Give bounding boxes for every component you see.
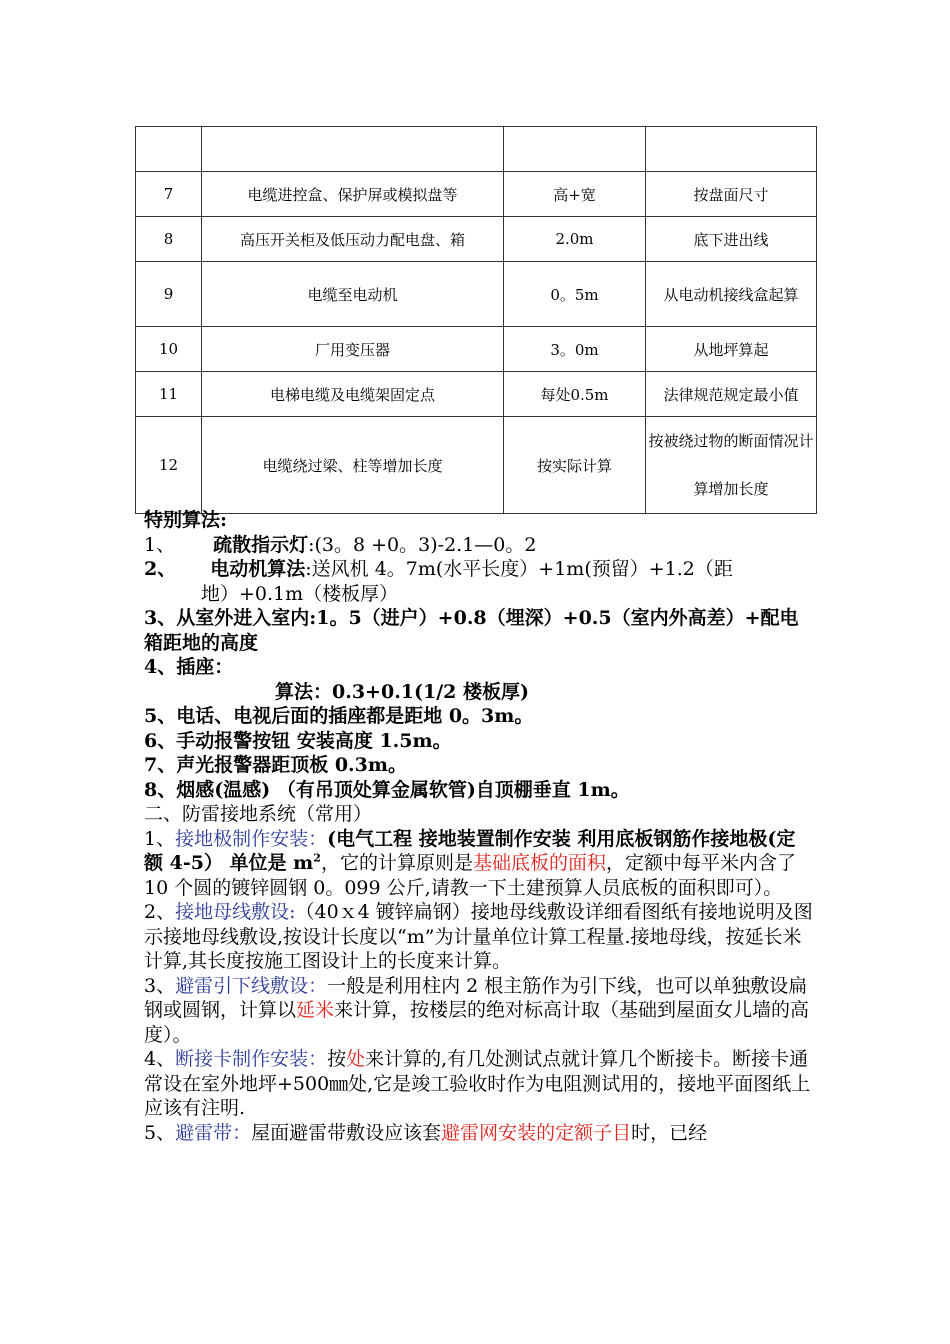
item-label: 接地母线敷设: (175, 901, 296, 923)
item-label: 断接卡制作安装： (175, 1048, 328, 1070)
item-text: 屋面避雷带敷设应该套 (251, 1121, 442, 1144)
cell-no: 10 (136, 327, 202, 372)
body-text (144, 508, 814, 1145)
item-text: （40ｘ4 镀锌扁钢）接地母线敷设详细看图纸有接地说明及图示接地母线敷设,按设计长度以“m”为计量单位计算工程量.接地母线，按延长米计算,其长度按施工图设计上的长度来计算。 (144, 901, 813, 972)
section2-para-2 (144, 900, 814, 974)
item-number: 5、 (144, 1121, 176, 1144)
cell-value: 3。0m (504, 327, 646, 372)
cell-item: 高压开关柜及低压动力配电盘、箱 (202, 217, 504, 262)
section2-para-5 (144, 1121, 814, 1146)
cell-no: 9 (136, 262, 202, 327)
item-label: 避雷带： (175, 1121, 252, 1144)
cell-note (646, 127, 817, 172)
item-label: 避雷引下线敷设： (175, 974, 328, 997)
highlight: 避雷网安装的定额子目 (441, 1121, 632, 1144)
item-text: 按 (327, 1048, 347, 1070)
table-row (136, 327, 817, 372)
cell-item: 电缆进控盒、保护屏或模拟盘等 (202, 172, 504, 217)
special-item-2-cont: 地）+0.1m（楼板厚） (201, 582, 399, 605)
special-item-3: 3、从室外进入室内:1。5（进户）+0.8（埋深）+0.5（室内外高差）+配电箱距地的高度 (144, 607, 799, 654)
cell-item: 电梯电缆及电缆架固定点 (202, 372, 504, 417)
table-row (136, 172, 817, 217)
item-text: ，定额中每平米内含了 10 个圆的镀锌圆钢 0。099 公斤,请教一下土建预算人员底板的面积即可）。 (144, 852, 796, 899)
item-label: 疏散指示灯 (213, 533, 309, 556)
highlight: 处 (346, 1048, 366, 1070)
cell-value: 2.0m (504, 217, 646, 262)
cell-note: 从电动机接线盒起算 (646, 262, 817, 327)
special-item-4-formula: 算法：0.3+0.1(1/2 楼板厚) (275, 680, 530, 703)
section2-heading: 二、防雷接地系统（常用） (144, 803, 373, 825)
cell-item: 厂用变压器 (202, 327, 504, 372)
special-item-5: 5、电话、电视后面的插座都是距地 0。3m。 (144, 705, 534, 727)
cell-value: 高+宽 (504, 172, 646, 217)
item-number: 4、 (144, 1048, 176, 1070)
cell-value: 按实际计算 (504, 417, 646, 514)
item-number: 1、 (144, 827, 176, 850)
table-row (136, 262, 817, 327)
cell-note: 底下进出线 (646, 217, 817, 262)
cell-no: 8 (136, 217, 202, 262)
item-text: :(3。8 +0。3)-2.1—0。2 (308, 533, 537, 556)
cell-note: 按盘面尺寸 (646, 172, 817, 217)
item-text: :送风机 4。7m(水平长度）+1m(预留）+1.2（距 (305, 558, 733, 580)
item-label: 接地极制作安装： (175, 827, 328, 850)
cell-item: 电缆绕过梁、柱等增加长度 (202, 417, 504, 514)
item-label: 电动机算法 (210, 558, 306, 580)
item-text: 来计算，按楼层的绝对标高计取（基础到屋面女儿墙的高度）。 (144, 999, 810, 1046)
item-number: 3、 (144, 974, 176, 997)
special-item-1 (144, 533, 814, 558)
superscript: 2 (313, 851, 321, 865)
special-item-8: 8、烟感(温感) （有吊顶处算金属软管)自顶棚垂直 1m。 (144, 778, 630, 801)
table-row (136, 417, 817, 514)
cell-item (202, 127, 504, 172)
special-item-4: 4、插座： (144, 656, 234, 678)
item-number: 2、 (144, 558, 177, 580)
item-number: 2、 (144, 901, 176, 923)
table-row (136, 372, 817, 417)
cell-no (136, 127, 202, 172)
cell-no: 11 (136, 372, 202, 417)
item-number: 1、 (144, 533, 176, 556)
special-item-2 (144, 557, 814, 582)
cell-note: 按被绕过物的断面情况计算增加长度 (646, 417, 817, 514)
cell-note: 法律规范规定最小值 (646, 372, 817, 417)
section2-para-3 (144, 974, 814, 1048)
special-heading: 特别算法: (144, 509, 228, 531)
section2-para-4 (144, 1047, 814, 1121)
item-text: 来计算的,有几处测试点就计算几个断接卡。断接卡通常设在室外地坪+500㎜处,它是竣工验收时作为电阻测试用的，接地平面图纸上应该有注明. (144, 1048, 811, 1119)
cell-value (504, 127, 646, 172)
item-text: ，它的计算原则是 (320, 852, 473, 874)
item-text: 时，已经 (631, 1121, 708, 1144)
section2-para-1 (144, 827, 814, 901)
cable-length-table (135, 126, 817, 514)
table-row (136, 127, 817, 172)
table-row (136, 217, 817, 262)
cell-value: 0。5m (504, 262, 646, 327)
highlight: 延米 (296, 999, 335, 1021)
cell-no: 7 (136, 172, 202, 217)
cell-note: 从地坪算起 (646, 327, 817, 372)
cell-no: 12 (136, 417, 202, 514)
special-item-6: 6、手动报警按钮 安装高度 1.5m。 (144, 729, 452, 752)
cell-item: 电缆至电动机 (202, 262, 504, 327)
highlight: 基础底板的面积 (472, 852, 606, 874)
item-text: 一般是利用柱内 2 根主筋作为引下线，也可以单独敷设扁钢或圆钢，计算以 (144, 974, 808, 1021)
special-item-7: 7、声光报警器距顶板 0.3m。 (144, 754, 407, 776)
cell-value: 每处0.5m (504, 372, 646, 417)
item-text: (电气工程 接地装置制作安装 利用底板钢筋作接地极(定额 4-5） 单位是 m (144, 827, 796, 874)
